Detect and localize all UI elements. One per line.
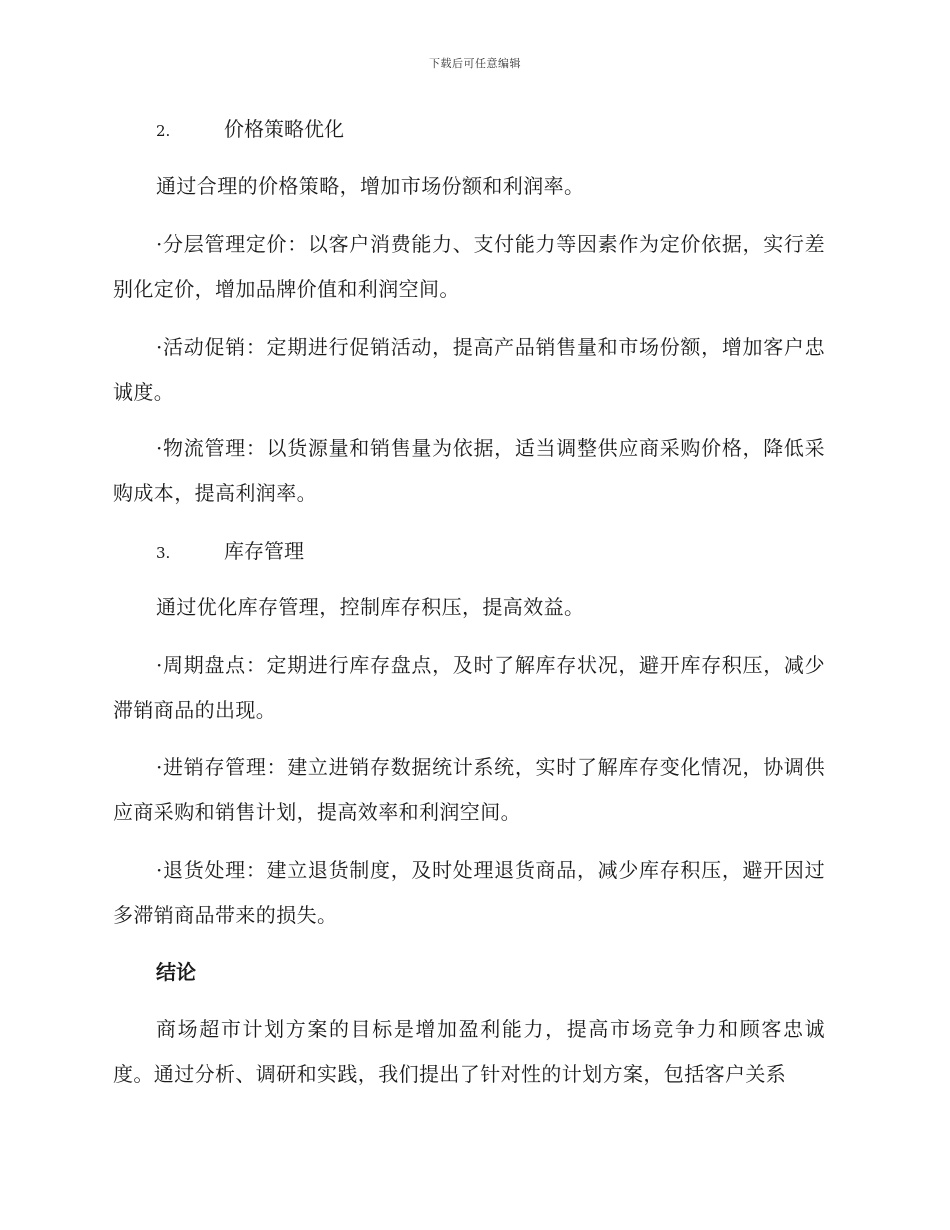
header-note: 下载后可任意编辑	[429, 57, 521, 70]
conclusion-body: 商场超市计划方案的目标是增加盈利能力，提高市场竞争力和顾客忠诚度。通过分析、调研和实践，我们提出了针对性的计划方案，包括客户关系	[113, 1017, 825, 1086]
section-title: 价格策略优化	[224, 117, 344, 141]
bullet-paragraph: ·活动促销：定期进行促销活动，提高产品销售量和市场份额，增加客户忠诚度。	[113, 335, 825, 404]
section-title: 库存管理	[224, 539, 304, 563]
bullet-paragraph: ·退货处理：建立退货制度，及时处理退货商品，减少库存积压，避开因过多滞销商品带来的损失。	[113, 858, 825, 927]
section-number: 3.	[156, 544, 171, 562]
bullet-paragraph: ·物流管理：以货源量和销售量为依据，适当调整供应商采购价格，降低采购成本，提高利润率。	[113, 436, 825, 505]
section-intro: 通过合理的价格策略，增加市场份额和利润率。	[156, 174, 585, 198]
section-intro: 通过优化库存管理，控制库存积压，提高效益。	[156, 595, 585, 619]
section-number: 2.	[156, 122, 171, 140]
section-heading-2	[156, 115, 344, 145]
conclusion-heading: 结论	[156, 960, 196, 984]
section-heading-3	[156, 537, 304, 567]
bullet-paragraph: ·周期盘点：定期进行库存盘点，及时了解库存状况，避开库存积压，减少滞销商品的出现。	[113, 653, 825, 722]
bullet-paragraph: ·分层管理定价：以客户消费能力、支付能力等因素作为定价依据，实行差别化定价，增加品牌价值和利润空间。	[113, 232, 825, 301]
bullet-paragraph: ·进销存管理：建立进销存数据统计系统，实时了解库存变化情况，协调供应商采购和销售计划，提高效率和利润空间。	[113, 755, 825, 824]
